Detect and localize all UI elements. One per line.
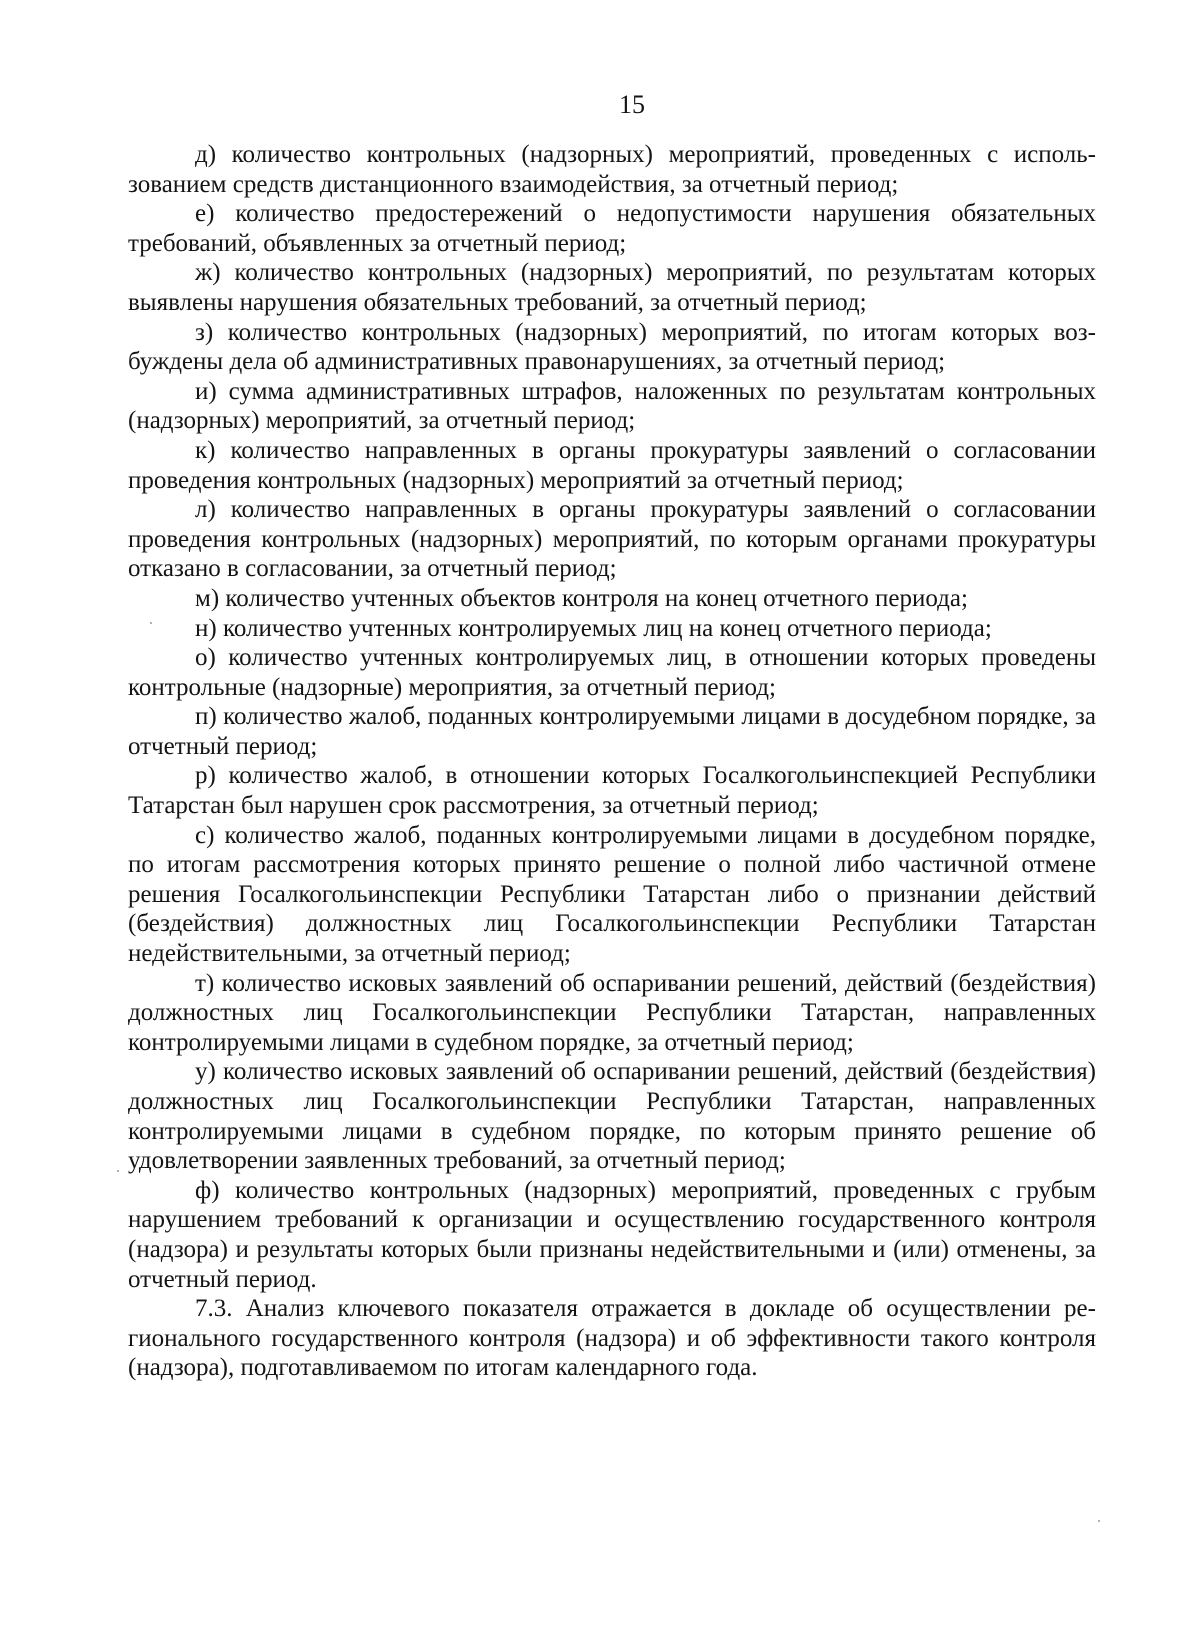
list-item-i: и) сумма административных штрафов, наложенных по результатам контрольных (надзорных) мероприятий, за отчетный период; [128, 377, 1096, 435]
list-item-p: п) количество жалоб, поданных контролируемыми лицами в досудебном порядке, за отчетный период; [128, 703, 1096, 760]
list-item-o: о) количество учтенных контролируемых лиц, в отношении которых проведены контрольные (надзорные) мероприятия, за отчетный период; [128, 644, 1096, 701]
list-item-n: н) количество учтенных контролируемых лиц на конец отчетного периода; [195, 614, 992, 642]
list-item-e: е) количество предостережений о недопустимости нарушения обязательных требований, объявленных за отчетный период; [128, 200, 1096, 257]
list-item-t: т) количество исковых заявлений об оспаривании решений, действий (бездействия) должностных лиц Госалкогольинспекции Республики Татарстан, направленных контролируемыми лицами в судебном порядке, за отчетный период; [128, 969, 1096, 1056]
scan-speck [150, 622, 152, 624]
list-item-u: у) количество исковых заявлений об оспаривании решений, действий (бездействия) должностных лиц Госалкогольинспекции Республики Татарстан, направленных контролируемыми лицами в судебном порядке, по которым принято решение об удовлетворении заявленных требований, за отчетный период; [128, 1058, 1096, 1175]
list-item-s: с) количество жалоб, поданных контролируемыми лицами в досудебном порядке, по итогам рассмотрения которых принято решение о полной либо частичной отмене решения Госалкогольинспекции Республики Татарстан либо о признании действий (бездействия) должностных лиц Госалкогольинспекции Республики Татарстан недействительными, за отчетный период; [128, 821, 1096, 968]
list-item-l: л) количество направленных в органы прокуратуры заявлений о согласовании проведения контрольных (надзорных) мероприятий, по которым органами прокуратуры отказано в согласовании, за отчетный период; [128, 496, 1096, 583]
section-7-3-paragraph: 7.3. Анализ ключевого показателя отражается в докладе об осуществлении регионального государственного контроля (надзора) и об эффективности такого контроля (надзора), подготавливаемом по итогам календарного года. [128, 1295, 1096, 1382]
list-item-zh: ж) количество контрольных (надзорных) мероприятий, по результатам которых выявлены нарушения обязательных требований, за отчетный период; [128, 259, 1096, 316]
list-item-z: з) количество контрольных (надзорных) мероприятий, по итогам которых возбуждены дела об административных правонарушениях, за отчетный период; [128, 318, 1096, 376]
scan-speck [1098, 1520, 1100, 1522]
list-item-m: м) количество учтенных объектов контроля на конец отчетного периода; [195, 584, 968, 612]
document-body [128, 140, 1096, 1383]
list-item-d: д) количество контрольных (надзорных) мероприятий, проведенных с использованием средств дистанционного взаимодействия, за отчетный период; [128, 141, 1096, 198]
page-number: 15 [619, 90, 645, 119]
list-item-r: р) количество жалоб, в отношении которых Госалкогольинспекцией Республики Татарстан был нарушен срок рассмотрения, за отчетный период; [128, 762, 1096, 820]
list-item-f: ф) количество контрольных (надзорных) мероприятий, проведенных с грубым нарушением требований к организации и осуществлению государственного контроля (надзора) и результаты которых были признаны недействительными и (или) отменены, за отчетный период. [128, 1176, 1096, 1293]
scan-speck [117, 1170, 119, 1172]
list-item-k: к) количество направленных в органы прокуратуры заявлений о согласовании проведения контрольных (надзорных) мероприятий за отчетный период; [128, 436, 1096, 494]
